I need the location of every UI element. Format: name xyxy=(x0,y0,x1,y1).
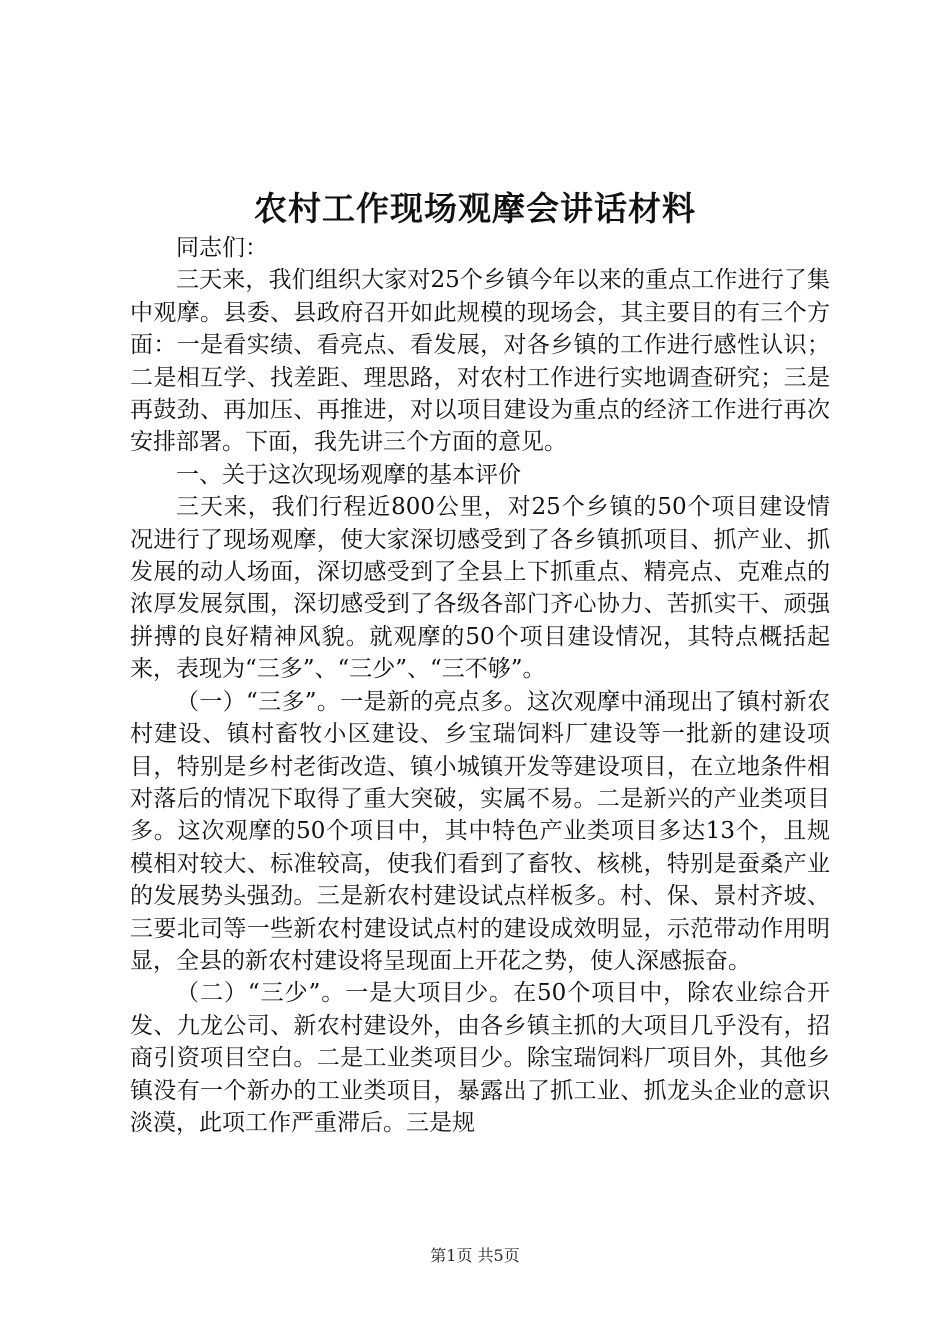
intro-paragraph: 三天来，我们组织大家对25个乡镇今年以来的重点工作进行了集中观摩。县委、县政府召开如此规模的现场会，其主要目的有三个方面：一是看实绩、看亮点、看发展，对各乡镇的工作进行感性认识；二是相互学、找差距、理思路，对农村工作进行实地调查研究；三是再鼓劲、再加压、再推进，对以项目建设为重点的经济工作进行再次安排部署。下面，我先讲三个方面的意见。 xyxy=(130,267,830,456)
salutation-paragraph: 同志们： xyxy=(176,235,268,261)
document-body xyxy=(130,232,830,1139)
page-number-footer: 第1页 共5页 xyxy=(430,1246,520,1265)
evaluation-paragraph: 三天来，我们行程近800公里，对25个乡镇的50个项目建设情况进行了现场观摩，使大家深切感受到了各乡镇抓项目、抓产业、抓发展的动人场面，深切感受到了全县上下抓重点、精亮点、克难点的浓厚发展氛围，深切感受到了各级各部门齐心协力、苦抓实干、顽强拼搏的良好精神风貌。就观摩的50个项目建设情况，其特点概括起来，表现为“三多”、“三少”、“三不够”。 xyxy=(130,494,830,683)
section-heading: 一、关于这次现场观摩的基本评价 xyxy=(176,461,521,488)
document-title: 农村工作现场观摩会讲话材料 xyxy=(254,189,696,228)
three-more-paragraph: （一）“三多”。一是新的亮点多。这次观摩中涌现出了镇村新农村建设、镇村畜牧小区建设、乡宝瑞饲料厂建设等一批新的建设项目，特别是乡村老街改造、镇小城镇开发等建设项目，在立地条件相对落后的情况下取得了重大突破，实属不易。二是新兴的产业类项目多。这次观摩的50个项目中，其中特色产业类项目多达13个，且规模相对较大、标准较高，使我们看到了畜牧、核桃，特别是蚕桑产业的发展势头强劲。三是新农村建设试点样板多。村、保、景村齐坡、三要北司等一些新农村建设试点村的建设成效明显，示范带动作用明显，全县的新农村建设将呈现面上开花之势，使人深感振奋。 xyxy=(130,688,830,974)
three-less-paragraph: （二）“三少”。一是大项目少。在50个项目中，除农业综合开发、九龙公司、新农村建设外，由各乡镇主抓的大项目几乎没有，招商引资项目空白。二是工业类项目少。除宝瑞饲料厂项目外，其他乡镇没有一个新办的工业类项目，暴露出了抓工业、抓龙头企业的意识淡漠，此项工作严重滞后。三是规 xyxy=(130,980,830,1136)
